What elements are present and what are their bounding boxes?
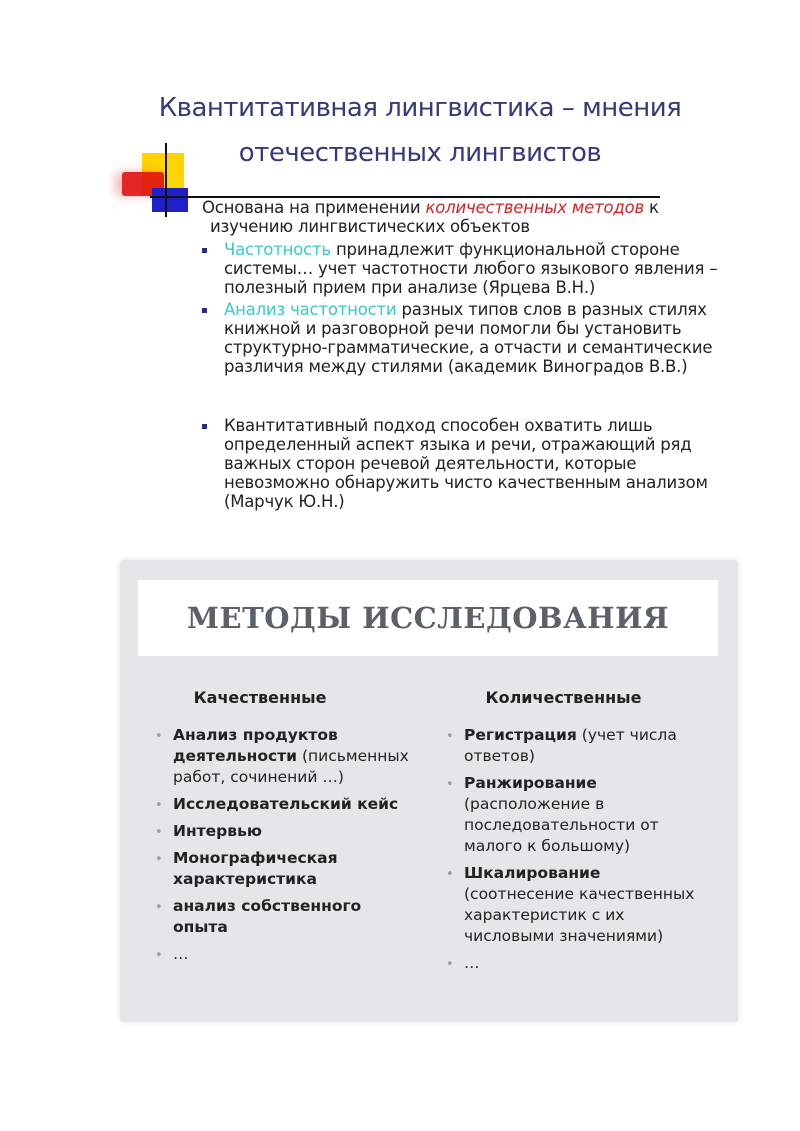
slide2-title: МЕТОДЫ ИССЛЕДОВАНИЯ <box>186 601 670 635</box>
list-item <box>446 725 706 767</box>
bullet-dot-icon: • <box>446 729 454 744</box>
bullet-dot-icon: • <box>155 798 163 813</box>
list-item <box>155 725 415 788</box>
quantitative-heading: Количественные <box>485 688 642 707</box>
list-item <box>155 896 415 938</box>
square-bullet-icon <box>202 424 207 429</box>
lead-text-line2: изучению лингвистических объектов <box>210 217 530 236</box>
list-item <box>155 794 415 815</box>
item-bold: Ранжирование <box>464 774 597 792</box>
item-bold: Шкалирование <box>464 864 601 882</box>
bullet-text: Квантитативный подход способен охватить лишь определенный аспект языка и речи, отражающий ряд важных сторон речевой деятельности, которые невозможно обнаружить чисто качественным анализом (Марчук Ю.Н.) <box>224 416 708 511</box>
lead-highlight: количественных методов <box>425 198 645 217</box>
item-normal: (учет числа ответов) <box>464 726 677 765</box>
item-bold: Анализ продуктов деятельности <box>173 726 338 765</box>
bullet-dot-icon: • <box>446 867 454 882</box>
lead-text-after: к <box>644 198 659 217</box>
list-item <box>155 944 415 965</box>
quantitative-column <box>446 688 706 980</box>
slide2-title-banner <box>138 580 718 656</box>
list-item <box>446 953 706 974</box>
bullet-item <box>202 300 732 376</box>
item-normal: (письменных работ, сочинений …) <box>173 747 409 786</box>
slide-research-methods <box>120 560 738 1022</box>
item-bold: анализ собственного опыта <box>173 897 362 936</box>
slide1-title-line2: отечественных лингвистов <box>238 138 602 168</box>
item-bold: Регистрация <box>464 726 577 744</box>
bullet-highlight: Частотность <box>224 240 331 259</box>
bullet-dot-icon: • <box>155 825 163 840</box>
list-item <box>446 773 706 857</box>
square-bullet-icon <box>202 308 207 313</box>
bullet-text: принадлежит функциональной стороне системы… учет частотности любого языкового явления – полезный прием при анализе (Ярцева В.Н.) <box>224 240 718 297</box>
item-bold: Исследовательский кейс <box>173 795 399 813</box>
item-normal: (расположение в последовательности от малого к большому) <box>464 795 659 855</box>
list-item <box>446 863 706 947</box>
bullet-dot-icon: • <box>446 957 454 972</box>
slide1-title <box>120 86 720 176</box>
bullet-dot-icon: • <box>155 948 163 963</box>
bullet-item <box>202 240 732 297</box>
slide1-lead-paragraph <box>202 198 722 236</box>
qualitative-column <box>155 688 415 971</box>
decor-blue-square <box>152 188 188 212</box>
square-bullet-icon <box>202 248 207 253</box>
bullet-dot-icon: • <box>155 852 163 867</box>
slide1-bullet-list <box>202 240 732 511</box>
bullet-text: разных типов слов в разных стилях книжной и разговорной речи помогли бы установить структурно-грамматические, а отчасти и семантические различия между стилями (академик Виноградов В.В.) <box>224 300 713 376</box>
list-item <box>155 848 415 890</box>
item-normal: … <box>173 945 189 963</box>
qualitative-heading: Качественные <box>193 688 327 707</box>
slide1-title-line1: Квантитативная лингвистика – мнения <box>158 93 682 123</box>
bullet-dot-icon: • <box>155 729 163 744</box>
item-bold: Интервью <box>173 822 262 840</box>
item-normal: (соотнесение качественных характеристик с их числовыми значениями) <box>464 885 695 945</box>
bullet-dot-icon: • <box>155 900 163 915</box>
lead-text-before: Основана на применении <box>202 198 426 217</box>
item-bold: Монографическая характеристика <box>173 849 338 888</box>
bullet-item <box>202 416 732 511</box>
list-item <box>155 821 415 842</box>
bullet-dot-icon: • <box>446 777 454 792</box>
item-normal: … <box>464 954 480 972</box>
bullet-highlight: Анализ частотности <box>224 300 397 319</box>
